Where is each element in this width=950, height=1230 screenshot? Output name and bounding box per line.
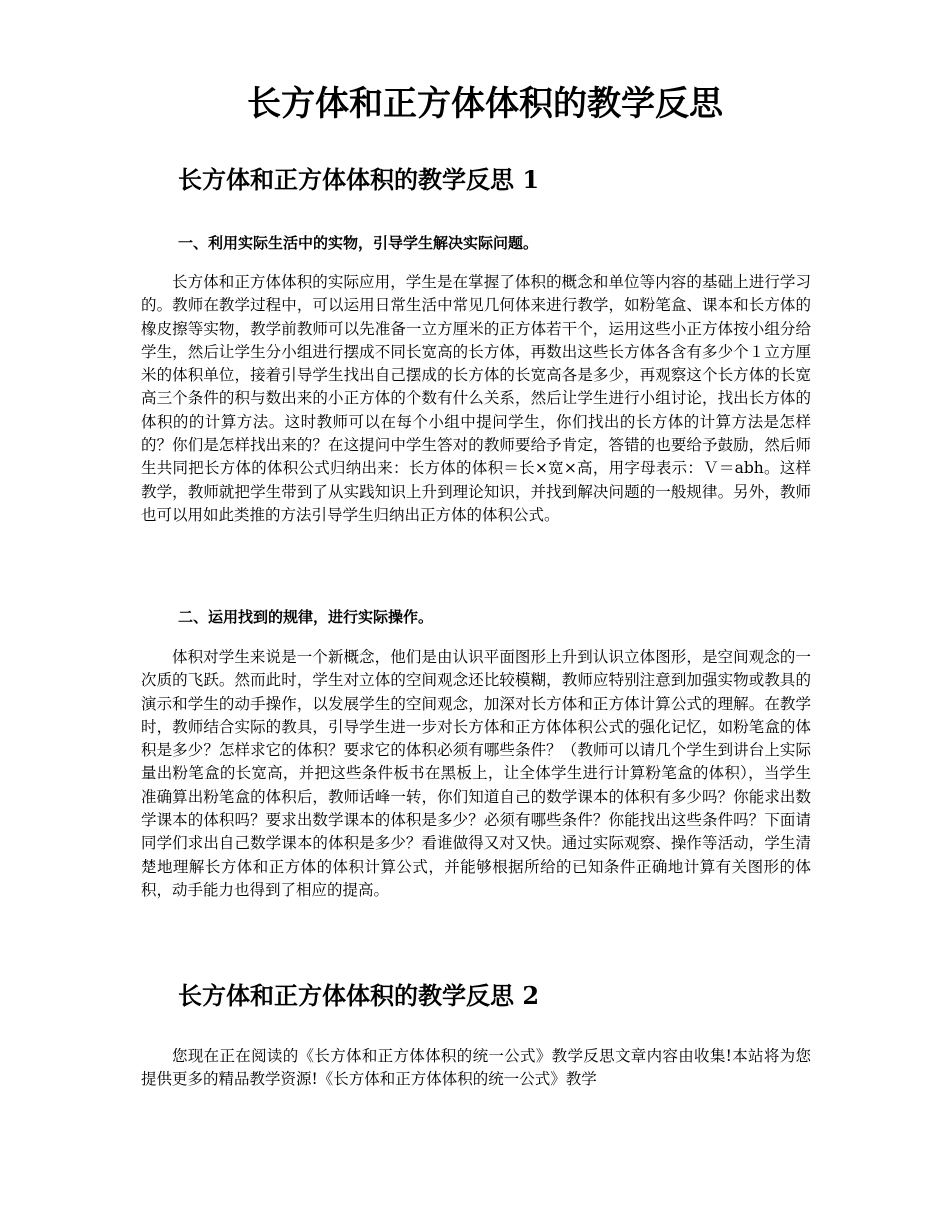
document-title: 长方体和正方体体积的教学反思: [247, 84, 723, 124]
section-1-paragraph-2: 体积对学生来说是一个新概念，他们是由认识平面图形上升到认识立体图形，是空间观念的一次质的飞跃。然而此时，学生对立体的空间观念还比较模糊，教师应特别注意到加强实物或教具的演示和学生的动手操作，以发展学生的空间观念，加深对长方体和正方体计算公式的理解。在教学时，教师结合实际的教具，引导学生进一步对长方体和正方体体积公式的强化记忆，如粉笔盒的体积是多少？怎样求它的体积？要求它的体积必须有哪些条件？（教师可以请几个学生到讲台上实际量出粉笔盒的长宽高，并把这些条件板书在黑板上，让全体学生进行计算粉笔盒的体积），当学生准确算出粉笔盒的体积后，教师话峰一转，你们知道自己的数学课本的体积有多少吗？你能求出数学课本的体积吗？要求出数学课本的体积是多少？必须有哪些条件？你能找出这些条件吗？下面请同学们求出自己数学课本的体积是多少？看谁做得又对又快。通过实际观察、操作等活动，学生清楚地理解长方体和正方体的体积计算公式，并能够根据所给的已知条件正确地计算有关图形的体积，动手能力也得到了相应的提高。: [141, 648, 811, 899]
section-1-subheading-2: 二、运用找到的规律，进行实际操作。: [178, 608, 434, 626]
section-2-heading: 长方体和正方体体积的教学反思 2: [178, 981, 540, 1010]
section-2-paragraph-1: 您现在正在阅读的《长方体和正方体体积的统一公式》教学反思文章内容由收集!本站将为您提供更多的精品教学资源!《长方体和正方体体积的统一公式》教学: [141, 1047, 811, 1089]
section-1-heading: 长方体和正方体体积的教学反思 1: [178, 165, 540, 194]
section-1-subheading-1: 一、利用实际生活中的实物，引导学生解决实际问题。: [178, 234, 539, 252]
section-1-paragraph-1: 长方体和正方体体积的实际应用，学生是在掌握了体积的概念和单位等内容的基础上进行学习的。教师在教学过程中，可以运用日常生活中常见几何体来进行教学，如粉笔盒、课本和长方体的橡皮擦等实物，教学前教师可以先准备一立方厘米的正方体若干个，运用这些小正方体按小组分给学生，然后让学生分小组进行摆成不同长宽高的长方体，再数出这些长方体各含有多少个１立方厘米的体积单位，接着引导学生找出自己摆成的长方体的长宽高各是多少，再观察这个长方体的长宽高三个条件的积与数出来的小正方体的个数有什么关系，然后让学生进行小组讨论，找出长方体的体积的的计算方法。这时教师可以在每个小组中提问学生，你们找出的长方体的计算方法是怎样的？你们是怎样找出来的？在这提问中学生答对的教师要给予肯定，答错的也要给予鼓励，然后师生共同把长方体的体积公式归纳出来：长方体的体积＝长×宽×高，用字母表示：Ｖ＝abh。这样教学，教师就把学生带到了从实践知识上升到理论知识，并找到解决问题的一般规律。另外，教师也可以用如此类推的方法引导学生归纳出正方体的体积公式。: [141, 273, 811, 524]
